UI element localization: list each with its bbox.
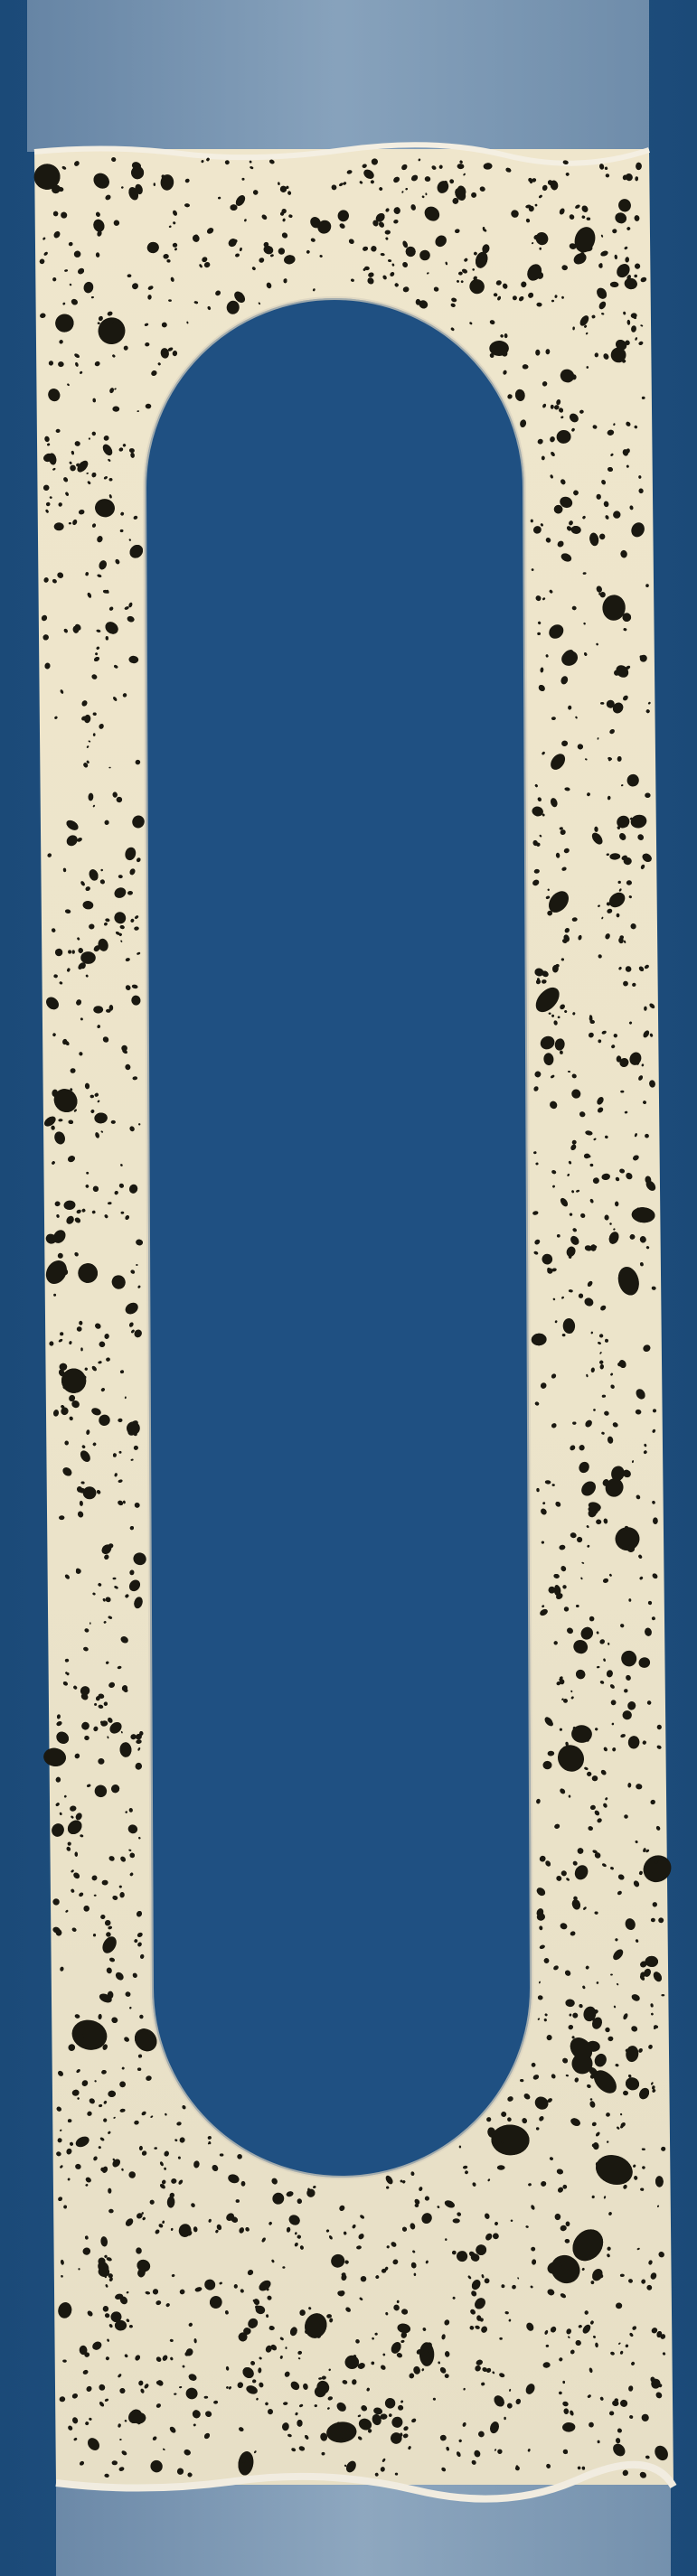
speckle-dot [93, 1006, 103, 1013]
speckle-dot [68, 1842, 71, 1846]
speckle-dot [590, 2098, 593, 2100]
speckle-dot [54, 522, 64, 530]
slot-cutout [145, 298, 532, 2178]
speckle-dot [620, 1091, 624, 1093]
speckle-dot [297, 2420, 302, 2427]
speckle-dot [661, 1994, 664, 1996]
speckle-dot [497, 2165, 505, 2169]
speckle-dot [112, 2460, 118, 2465]
speckle-dot [453, 2218, 460, 2223]
speckle-dot [68, 950, 71, 953]
bottom-tab [56, 2478, 671, 2576]
speckle-dot [286, 2347, 287, 2349]
speckle-dot [645, 793, 650, 798]
speckle-dot [425, 2197, 429, 2201]
speckle-dot [543, 1761, 552, 1769]
speckle-dot [653, 1517, 658, 1524]
speckle-dot [241, 2181, 246, 2187]
top-tab [27, 0, 649, 152]
speckle-dot [657, 1725, 662, 1729]
speckle-dot [231, 204, 238, 211]
speckle-dot [113, 1578, 117, 1580]
speckle-dot [504, 2417, 506, 2420]
speckle-dot [539, 248, 542, 250]
